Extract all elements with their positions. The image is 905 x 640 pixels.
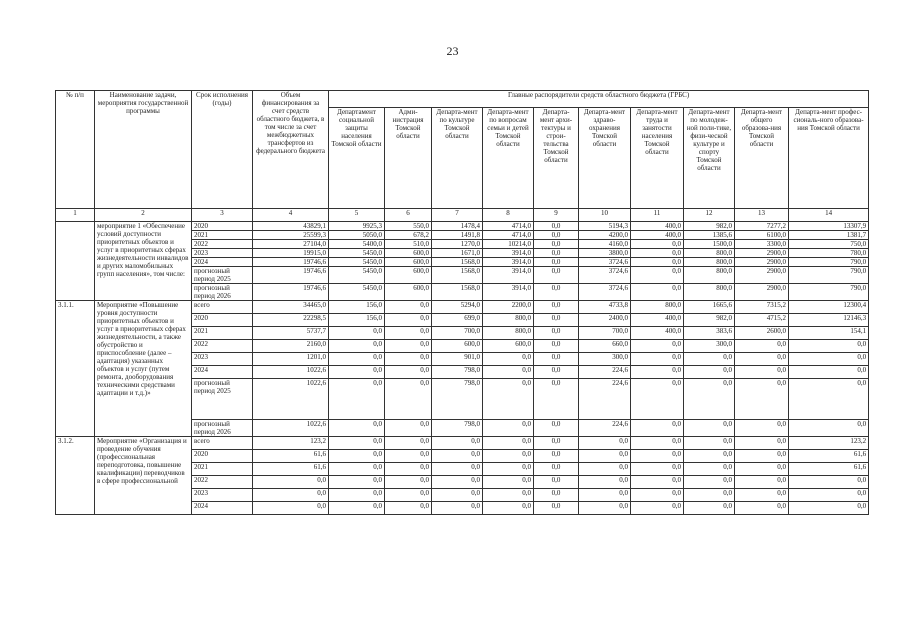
grbs-value-cell: 0,0 xyxy=(789,420,869,437)
grbs-value-cell: 0,0 xyxy=(385,476,432,489)
header-grbs: Департа-мент здраво-охранения Томской области xyxy=(579,108,631,209)
grbs-value-cell: 0,0 xyxy=(631,450,684,463)
grbs-value-cell: 61,6 xyxy=(789,463,869,476)
grbs-value-cell: 4733,8 xyxy=(579,301,631,314)
grbs-value-cell: 224,6 xyxy=(579,379,631,420)
grbs-value-cell: 798,0 xyxy=(432,379,483,420)
column-number: 13 xyxy=(735,209,789,222)
grbs-value-cell: 1671,0 xyxy=(432,249,483,258)
grbs-value-cell: 0,0 xyxy=(534,327,579,340)
grbs-value-cell: 1381,7 xyxy=(789,231,869,240)
grbs-value-cell: 4714,0 xyxy=(483,231,534,240)
grbs-value-cell: 0,0 xyxy=(735,476,789,489)
grbs-value-cell: 0,0 xyxy=(329,463,385,476)
grbs-value-cell: 0,0 xyxy=(483,502,534,515)
grbs-value-cell: 0,0 xyxy=(631,476,684,489)
grbs-value-cell: 0,0 xyxy=(534,258,579,267)
table-body xyxy=(56,222,869,515)
grbs-value-cell: 9925,3 xyxy=(329,222,385,231)
grbs-value-cell: 3300,0 xyxy=(735,240,789,249)
grbs-value-cell: 0,0 xyxy=(483,379,534,420)
grbs-value-cell: 61,6 xyxy=(789,450,869,463)
grbs-value-cell: 2900,0 xyxy=(735,267,789,284)
grbs-value-cell: 2200,0 xyxy=(483,301,534,314)
budget-table xyxy=(55,90,869,515)
grbs-value-cell: 0,0 xyxy=(483,420,534,437)
grbs-value-cell: 0,0 xyxy=(534,437,579,450)
period-cell: прогнозный период 2026 xyxy=(192,284,253,301)
period-cell: 2023 xyxy=(192,489,253,502)
grbs-value-cell: 0,0 xyxy=(684,476,735,489)
grbs-value-cell: 10214,0 xyxy=(483,240,534,249)
grbs-value-cell: 790,0 xyxy=(789,258,869,267)
grbs-value-cell: 699,0 xyxy=(432,314,483,327)
grbs-value-cell: 0,0 xyxy=(789,489,869,502)
grbs-value-cell: 3800,0 xyxy=(579,249,631,258)
grbs-value-cell: 0,0 xyxy=(631,489,684,502)
period-cell: 2020 xyxy=(192,450,253,463)
header-grbs: Департа-мент по вопросам семьи и детей Томской области xyxy=(483,108,534,209)
table-row xyxy=(56,437,869,450)
grbs-value-cell: 0,0 xyxy=(329,489,385,502)
grbs-value-cell: 0,0 xyxy=(735,437,789,450)
grbs-value-cell: 0,0 xyxy=(534,502,579,515)
grbs-value-cell: 0,0 xyxy=(684,489,735,502)
grbs-value-cell: 5050,0 xyxy=(329,231,385,240)
total-cell: 1022,6 xyxy=(253,420,329,437)
header-grbs: Департа-мент труда и занятости населения Томской области xyxy=(631,108,684,209)
grbs-value-cell: 0,0 xyxy=(534,489,579,502)
grbs-value-cell: 0,0 xyxy=(534,366,579,379)
grbs-value-cell: 0,0 xyxy=(735,366,789,379)
column-number: 10 xyxy=(579,209,631,222)
grbs-value-cell: 660,0 xyxy=(579,340,631,353)
grbs-value-cell: 0,0 xyxy=(631,463,684,476)
grbs-value-cell: 0,0 xyxy=(432,502,483,515)
grbs-value-cell: 0,0 xyxy=(385,340,432,353)
grbs-value-cell: 0,0 xyxy=(483,437,534,450)
header-grbs: Департа-мент по культуре Томской области xyxy=(432,108,483,209)
period-cell: всего xyxy=(192,437,253,450)
item-name: Мероприятие «Организация и проведение обучения (профессиональная переподготовка, повышение квалификации) переводчиков в сфере профессиональной xyxy=(95,437,192,515)
column-number: 8 xyxy=(483,209,534,222)
total-cell: 0,0 xyxy=(253,502,329,515)
column-number: 2 xyxy=(95,209,192,222)
grbs-value-cell: 224,6 xyxy=(579,420,631,437)
grbs-value-cell: 0,0 xyxy=(631,284,684,301)
grbs-value-cell: 600,0 xyxy=(385,258,432,267)
grbs-value-cell: 1500,0 xyxy=(684,240,735,249)
header-grbs: Департамент социальной защиты населения Томской области xyxy=(329,108,385,209)
grbs-value-cell: 0,0 xyxy=(579,502,631,515)
grbs-value-cell: 0,0 xyxy=(483,366,534,379)
period-cell: 2021 xyxy=(192,231,253,240)
grbs-value-cell: 2900,0 xyxy=(735,258,789,267)
table-row xyxy=(56,301,869,314)
grbs-value-cell: 0,0 xyxy=(432,476,483,489)
total-cell: 19746,6 xyxy=(253,284,329,301)
grbs-value-cell: 0,0 xyxy=(534,240,579,249)
grbs-value-cell: 2400,0 xyxy=(579,314,631,327)
grbs-value-cell: 550,0 xyxy=(385,222,432,231)
grbs-value-cell: 790,0 xyxy=(789,267,869,284)
grbs-value-cell: 0,0 xyxy=(385,327,432,340)
total-cell: 123,2 xyxy=(253,437,329,450)
grbs-value-cell: 982,0 xyxy=(684,222,735,231)
grbs-value-cell: 4160,0 xyxy=(579,240,631,249)
grbs-value-cell: 600,0 xyxy=(483,340,534,353)
grbs-value-cell: 4200,0 xyxy=(579,231,631,240)
grbs-value-cell: 0,0 xyxy=(483,450,534,463)
grbs-value-cell: 0,0 xyxy=(432,450,483,463)
column-number: 11 xyxy=(631,209,684,222)
grbs-value-cell: 0,0 xyxy=(684,450,735,463)
grbs-value-cell: 0,0 xyxy=(735,379,789,420)
grbs-value-cell: 798,0 xyxy=(432,366,483,379)
grbs-value-cell: 0,0 xyxy=(385,301,432,314)
grbs-value-cell: 0,0 xyxy=(631,249,684,258)
grbs-value-cell: 0,0 xyxy=(789,379,869,420)
total-cell: 0,0 xyxy=(253,476,329,489)
grbs-value-cell: 0,0 xyxy=(329,366,385,379)
column-number: 9 xyxy=(534,209,579,222)
grbs-value-cell: 800,0 xyxy=(631,301,684,314)
grbs-value-cell: 0,0 xyxy=(684,353,735,366)
total-cell: 19915,0 xyxy=(253,249,329,258)
grbs-value-cell: 0,0 xyxy=(534,463,579,476)
grbs-value-cell: 6100,0 xyxy=(735,231,789,240)
grbs-value-cell: 400,0 xyxy=(631,222,684,231)
grbs-value-cell: 800,0 xyxy=(684,258,735,267)
grbs-value-cell: 0,0 xyxy=(631,353,684,366)
column-number: 7 xyxy=(432,209,483,222)
grbs-value-cell: 0,0 xyxy=(385,366,432,379)
grbs-value-cell: 300,0 xyxy=(579,353,631,366)
grbs-value-cell: 3914,0 xyxy=(483,249,534,258)
total-cell: 0,0 xyxy=(253,489,329,502)
grbs-value-cell: 5294,0 xyxy=(432,301,483,314)
grbs-value-cell: 7277,2 xyxy=(735,222,789,231)
period-cell: 2022 xyxy=(192,240,253,249)
table-header xyxy=(56,91,869,222)
grbs-value-cell: 0,0 xyxy=(483,353,534,366)
grbs-value-cell: 3724,6 xyxy=(579,284,631,301)
grbs-value-cell: 600,0 xyxy=(385,249,432,258)
grbs-value-cell: 780,0 xyxy=(789,249,869,258)
total-cell: 25599,3 xyxy=(253,231,329,240)
grbs-value-cell: 0,0 xyxy=(385,379,432,420)
grbs-value-cell: 12300,4 xyxy=(789,301,869,314)
period-cell: прогнозный период 2026 xyxy=(192,420,253,437)
grbs-value-cell: 0,0 xyxy=(579,476,631,489)
period-cell: 2024 xyxy=(192,258,253,267)
period-cell: всего xyxy=(192,301,253,314)
grbs-value-cell: 800,0 xyxy=(684,249,735,258)
grbs-value-cell: 0,0 xyxy=(385,489,432,502)
grbs-value-cell: 0,0 xyxy=(432,463,483,476)
grbs-value-cell: 300,0 xyxy=(684,340,735,353)
grbs-value-cell: 0,0 xyxy=(735,489,789,502)
total-cell: 19746,6 xyxy=(253,267,329,284)
grbs-value-cell: 5400,0 xyxy=(329,240,385,249)
grbs-value-cell: 0,0 xyxy=(385,314,432,327)
grbs-value-cell: 0,0 xyxy=(631,420,684,437)
header-grbs: Департа-мент архи-тектуры и строи-тельства Томской области xyxy=(534,108,579,209)
grbs-value-cell: 0,0 xyxy=(534,222,579,231)
column-number: 6 xyxy=(385,209,432,222)
header-name: Наименование задачи, мероприятия государственной программы xyxy=(95,91,192,209)
grbs-value-cell: 0,0 xyxy=(735,353,789,366)
total-cell: 2160,0 xyxy=(253,340,329,353)
grbs-value-cell: 0,0 xyxy=(534,340,579,353)
grbs-value-cell: 0,0 xyxy=(735,340,789,353)
grbs-value-cell: 600,0 xyxy=(432,340,483,353)
period-cell: 2022 xyxy=(192,340,253,353)
period-cell: 2020 xyxy=(192,222,253,231)
grbs-value-cell: 0,0 xyxy=(329,502,385,515)
grbs-value-cell: 3914,0 xyxy=(483,267,534,284)
grbs-value-cell: 0,0 xyxy=(735,450,789,463)
grbs-value-cell: 678,2 xyxy=(385,231,432,240)
grbs-value-cell: 700,0 xyxy=(579,327,631,340)
grbs-value-cell: 600,0 xyxy=(385,284,432,301)
grbs-value-cell: 13307,9 xyxy=(789,222,869,231)
grbs-value-cell: 3914,0 xyxy=(483,284,534,301)
grbs-value-cell: 1568,0 xyxy=(432,267,483,284)
grbs-value-cell: 0,0 xyxy=(579,463,631,476)
grbs-value-cell: 0,0 xyxy=(483,463,534,476)
grbs-value-cell: 0,0 xyxy=(684,463,735,476)
total-cell: 5737,7 xyxy=(253,327,329,340)
grbs-value-cell: 1478,4 xyxy=(432,222,483,231)
grbs-value-cell: 224,6 xyxy=(579,366,631,379)
grbs-value-cell: 0,0 xyxy=(534,284,579,301)
grbs-value-cell: 0,0 xyxy=(483,489,534,502)
grbs-value-cell: 0,0 xyxy=(789,502,869,515)
grbs-value-cell: 0,0 xyxy=(735,463,789,476)
grbs-value-cell: 0,0 xyxy=(631,502,684,515)
grbs-value-cell: 800,0 xyxy=(483,314,534,327)
grbs-value-cell: 750,0 xyxy=(789,240,869,249)
grbs-value-cell: 0,0 xyxy=(534,476,579,489)
grbs-value-cell: 0,0 xyxy=(329,476,385,489)
grbs-value-cell: 2600,0 xyxy=(735,327,789,340)
total-cell: 43829,1 xyxy=(253,222,329,231)
grbs-value-cell: 0,0 xyxy=(631,240,684,249)
grbs-value-cell: 7315,2 xyxy=(735,301,789,314)
grbs-value-cell: 1568,0 xyxy=(432,284,483,301)
period-cell: 2021 xyxy=(192,463,253,476)
grbs-value-cell: 1665,6 xyxy=(684,301,735,314)
grbs-value-cell: 0,0 xyxy=(579,489,631,502)
grbs-value-cell: 800,0 xyxy=(684,267,735,284)
grbs-value-cell: 0,0 xyxy=(329,327,385,340)
grbs-value-cell: 0,0 xyxy=(684,366,735,379)
grbs-value-cell: 0,0 xyxy=(631,366,684,379)
grbs-value-cell: 0,0 xyxy=(534,379,579,420)
grbs-value-cell: 400,0 xyxy=(631,231,684,240)
grbs-value-cell: 0,0 xyxy=(534,267,579,284)
grbs-value-cell: 0,0 xyxy=(329,340,385,353)
grbs-value-cell: 0,0 xyxy=(385,353,432,366)
grbs-value-cell: 0,0 xyxy=(385,420,432,437)
grbs-value-cell: 0,0 xyxy=(631,340,684,353)
grbs-value-cell: 0,0 xyxy=(385,450,432,463)
item-number xyxy=(56,222,95,301)
grbs-value-cell: 0,0 xyxy=(789,366,869,379)
grbs-value-cell: 510,0 xyxy=(385,240,432,249)
grbs-value-cell: 156,0 xyxy=(329,301,385,314)
period-cell: 2021 xyxy=(192,327,253,340)
grbs-value-cell: 0,0 xyxy=(789,340,869,353)
grbs-value-cell: 0,0 xyxy=(735,420,789,437)
grbs-value-cell: 798,0 xyxy=(432,420,483,437)
grbs-value-cell: 0,0 xyxy=(534,249,579,258)
column-number: 4 xyxy=(253,209,329,222)
period-cell: 2024 xyxy=(192,502,253,515)
grbs-value-cell: 800,0 xyxy=(483,327,534,340)
grbs-value-cell: 0,0 xyxy=(684,502,735,515)
header-grbs: Департа-мент профес-сиональ-ного образова-ния Томской области xyxy=(789,108,869,209)
grbs-value-cell: 0,0 xyxy=(432,489,483,502)
total-cell: 22298,5 xyxy=(253,314,329,327)
header-grbs: Департа-мент по молодеж-ной поли-тике, физи-ческой культуре и спорту Томской области xyxy=(684,108,735,209)
grbs-value-cell: 3724,6 xyxy=(579,258,631,267)
total-cell: 61,6 xyxy=(253,463,329,476)
period-cell: прогнозный период 2025 xyxy=(192,379,253,420)
grbs-value-cell: 2900,0 xyxy=(735,284,789,301)
grbs-value-cell: 400,0 xyxy=(631,327,684,340)
grbs-value-cell: 0,0 xyxy=(385,502,432,515)
grbs-value-cell: 0,0 xyxy=(534,301,579,314)
table-row xyxy=(56,222,869,231)
item-number: 3.1.1. xyxy=(56,301,95,437)
grbs-value-cell: 5450,0 xyxy=(329,284,385,301)
grbs-value-cell: 5450,0 xyxy=(329,267,385,284)
grbs-value-cell: 1385,6 xyxy=(684,231,735,240)
grbs-value-cell: 0,0 xyxy=(329,379,385,420)
column-number: 14 xyxy=(789,209,869,222)
period-cell: 2024 xyxy=(192,366,253,379)
grbs-value-cell: 0,0 xyxy=(631,437,684,450)
grbs-value-cell: 123,2 xyxy=(789,437,869,450)
grbs-value-cell: 5450,0 xyxy=(329,249,385,258)
grbs-value-cell: 0,0 xyxy=(483,476,534,489)
header-no: № п/п xyxy=(56,91,95,209)
grbs-value-cell: 5194,3 xyxy=(579,222,631,231)
total-cell: 1201,0 xyxy=(253,353,329,366)
grbs-value-cell: 0,0 xyxy=(385,437,432,450)
period-cell: прогнозный период 2025 xyxy=(192,267,253,284)
grbs-value-cell: 0,0 xyxy=(735,502,789,515)
grbs-value-cell: 4715,2 xyxy=(735,314,789,327)
grbs-value-cell: 0,0 xyxy=(631,258,684,267)
grbs-value-cell: 0,0 xyxy=(789,476,869,489)
grbs-value-cell: 0,0 xyxy=(329,437,385,450)
grbs-value-cell: 901,0 xyxy=(432,353,483,366)
grbs-value-cell: 2900,0 xyxy=(735,249,789,258)
item-number: 3.1.2. xyxy=(56,437,95,515)
grbs-value-cell: 700,0 xyxy=(432,327,483,340)
header-grbs-group: Главные распорядители средств областного бюджета (ГРБС) xyxy=(329,91,869,108)
grbs-value-cell: 3914,0 xyxy=(483,258,534,267)
grbs-value-cell: 0,0 xyxy=(329,353,385,366)
column-number: 3 xyxy=(192,209,253,222)
grbs-value-cell: 0,0 xyxy=(534,231,579,240)
column-number: 5 xyxy=(329,209,385,222)
grbs-value-cell: 0,0 xyxy=(631,267,684,284)
period-cell: 2023 xyxy=(192,353,253,366)
grbs-value-cell: 0,0 xyxy=(631,379,684,420)
grbs-value-cell: 0,0 xyxy=(789,353,869,366)
grbs-value-cell: 1270,0 xyxy=(432,240,483,249)
grbs-value-cell: 0,0 xyxy=(534,420,579,437)
grbs-value-cell: 3724,6 xyxy=(579,267,631,284)
column-number: 12 xyxy=(684,209,735,222)
header-term: Срок исполнения (годы) xyxy=(192,91,253,209)
grbs-value-cell: 0,0 xyxy=(385,463,432,476)
grbs-value-cell: 0,0 xyxy=(432,437,483,450)
grbs-value-cell: 800,0 xyxy=(684,284,735,301)
total-cell: 19746,6 xyxy=(253,258,329,267)
period-cell: 2020 xyxy=(192,314,253,327)
grbs-value-cell: 0,0 xyxy=(684,379,735,420)
grbs-value-cell: 0,0 xyxy=(684,437,735,450)
total-cell: 1022,6 xyxy=(253,366,329,379)
grbs-value-cell: 400,0 xyxy=(631,314,684,327)
grbs-value-cell: 982,0 xyxy=(684,314,735,327)
grbs-value-cell: 0,0 xyxy=(579,450,631,463)
grbs-value-cell: 600,0 xyxy=(385,267,432,284)
grbs-value-cell: 1568,0 xyxy=(432,258,483,267)
header-grbs: Адми-нистрация Томской области xyxy=(385,108,432,209)
column-number-row xyxy=(56,209,869,222)
grbs-value-cell: 383,6 xyxy=(684,327,735,340)
grbs-value-cell: 4714,0 xyxy=(483,222,534,231)
grbs-value-cell: 0,0 xyxy=(579,437,631,450)
total-cell: 1022,6 xyxy=(253,379,329,420)
total-cell: 27104,0 xyxy=(253,240,329,249)
total-cell: 61,6 xyxy=(253,450,329,463)
period-cell: 2023 xyxy=(192,249,253,258)
total-cell: 34465,0 xyxy=(253,301,329,314)
grbs-value-cell: 12146,3 xyxy=(789,314,869,327)
item-name: Мероприятие «Повышение уровня доступности приоритетных объектов и услуг в приоритетных сферах жизнедеятельности, а также обустройство и приспособление (далее – адаптация) указанных объектов и услуг (путем ремонта, дооборудования техническими средствами адаптации и т.д.)» xyxy=(95,301,192,437)
period-cell: 2022 xyxy=(192,476,253,489)
header-total: Объем финансирования за счет средств областного бюджета, в том числе за счет межбюджетных трансфертов из федерального бюджета xyxy=(253,91,329,209)
grbs-value-cell: 0,0 xyxy=(534,353,579,366)
page-number: 23 xyxy=(446,44,459,58)
grbs-value-cell: 0,0 xyxy=(329,420,385,437)
header-grbs: Департа-мент общего образова-ния Томской области xyxy=(735,108,789,209)
column-number: 1 xyxy=(56,209,95,222)
grbs-value-cell: 0,0 xyxy=(329,450,385,463)
grbs-value-cell: 0,0 xyxy=(534,450,579,463)
grbs-value-cell: 154,1 xyxy=(789,327,869,340)
grbs-value-cell: 1491,8 xyxy=(432,231,483,240)
grbs-value-cell: 5450,0 xyxy=(329,258,385,267)
grbs-value-cell: 0,0 xyxy=(534,314,579,327)
grbs-value-cell: 156,0 xyxy=(329,314,385,327)
item-name: мероприятие 1 «Обеспечение условий доступности приоритетных объектов и услуг в приоритетных сферах жизнедеятельности инвалидов и других маломобильных групп населения», том числе: xyxy=(95,222,192,301)
grbs-value-cell: 790,0 xyxy=(789,284,869,301)
grbs-value-cell: 0,0 xyxy=(684,420,735,437)
